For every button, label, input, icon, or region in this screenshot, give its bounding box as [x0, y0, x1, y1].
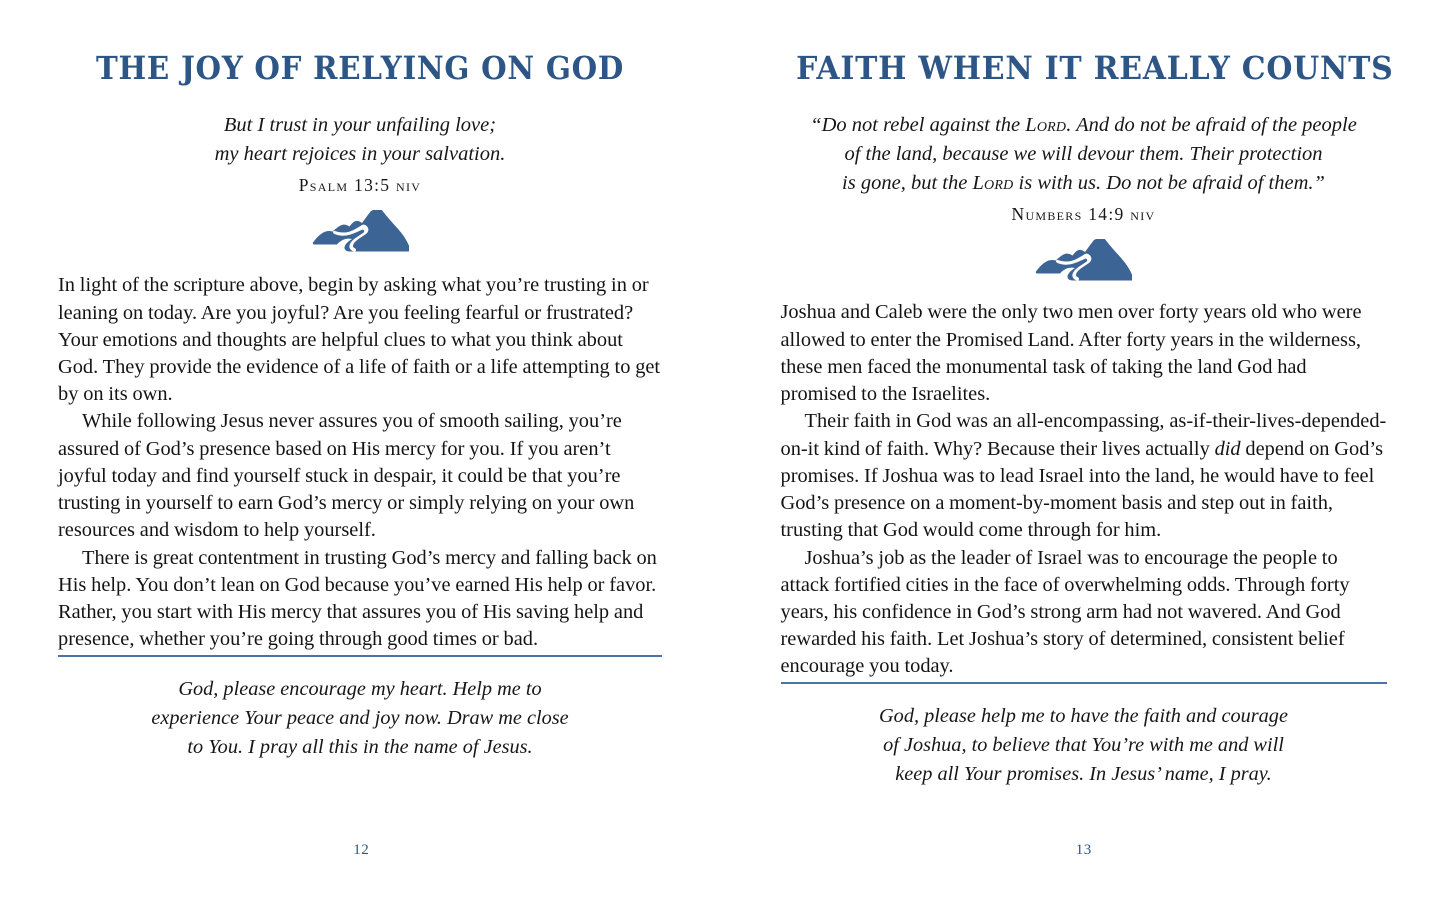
emphasized-word: did — [1214, 437, 1241, 460]
body-text: Their faith in God was an all-encompassing, as-if-their-lives-depended-on-it kind of faith. Why? Because their lives actually — [780, 410, 1387, 460]
scripture-reference: Psalm 13:5 niv — [298, 175, 422, 196]
prayer-section — [781, 682, 1387, 788]
body-paragraph: There is great contentment in trusting God’s mercy and falling back on His help. You don’t lean on God because you’ve earned His help or favor. Rather, you start with His mercy that assures you of His saving help and presence, whether you’re going through good times or bad. — [58, 546, 657, 651]
prayer-line: God, please help me to have the faith and courage — [879, 705, 1288, 727]
prayer-text — [781, 684, 1387, 788]
scripture-quote — [781, 85, 1387, 198]
scripture-quote — [58, 85, 662, 169]
page-number: 13 — [1075, 842, 1092, 858]
prayer-line: experience Your peace and joy now. Draw me close — [151, 706, 569, 729]
body-text: depend on God’s promises. If Joshua was to lead Israel into the land, he would have to feel God’s presence on a moment-by-moment basis and step out in faith, trusting that God would come through for him. — [780, 437, 1384, 542]
page-number: 12 — [353, 842, 370, 858]
devotional-body — [58, 256, 662, 653]
body-paragraph: Joshua and Caleb were the only two men over forty years old who were allowed to enter the Promised Land. After forty years in the wilderness, these men faced the monumental task of taking the land God had promised to the Israelites. — [780, 301, 1362, 406]
body-paragraph — [781, 408, 1387, 544]
page-title: THE JOY OF RELYING ON GOD — [95, 50, 625, 87]
mountain-range-icon — [781, 225, 1387, 285]
mountain-range-icon — [58, 196, 662, 256]
prayer-line: God, please encourage my heart. Help me to — [178, 678, 542, 700]
body-paragraph: Joshua’s job as the leader of Israel was to encourage the people to attack fortified cities in the face of overwhelming odds. Through forty years, his confidence in God’s strong arm had not wavered. And God rewarded his faith. Let Joshua’s story of determined, consistent belief encourage you today. — [780, 546, 1350, 678]
scripture-text: “Do not rebel against the — [810, 114, 1026, 137]
scripture-text: . And do not be afraid of the people — [1066, 114, 1357, 137]
right-page — [723, 0, 1445, 897]
scripture-line: my heart rejoices in your salvation. — [214, 143, 506, 166]
devotional-body — [781, 285, 1387, 680]
body-paragraph: In light of the scripture above, begin by asking what you’re trusting in or leaning on today. Are you joyful? Are you feeling fearful or frustrated? Your emotions and thoughts are helpful clues to what you think about God. They provide the evidence of a life of faith or a life attempting to get by on its own. — [58, 274, 661, 406]
prayer-line: keep all Your promises. In Jesus’ name, I pray. — [895, 762, 1272, 785]
body-paragraph: While following Jesus never assures you of smooth sailing, you’re assured of God’s presence based on His mercy for you. If you aren’t joyful today and find yourself stuck in despair, it could be that you’re trusting in yourself to earn God’s mercy or simply relying on your own resources and wisdom to help yourself. — [58, 410, 635, 542]
left-page-content — [58, 0, 662, 897]
divine-name-smallcaps: Lord — [972, 172, 1014, 195]
scripture-line: of the land, because we will devour them. Their protection — [844, 143, 1323, 166]
scripture-text: is gone, but the — [842, 172, 973, 195]
page-title: FAITH WHEN IT REALLY COUNTS — [795, 50, 1394, 87]
prayer-text — [58, 657, 662, 761]
scripture-line — [842, 172, 1325, 194]
scripture-text: is with us. Do not be afraid of them.” — [1013, 172, 1325, 195]
right-page-content — [780, 0, 1394, 897]
prayer-line: of Joshua, to believe that You’re with me and will — [883, 733, 1284, 756]
scripture-line — [810, 114, 1357, 136]
prayer-section — [58, 655, 662, 761]
divine-name-smallcaps: Lord — [1025, 114, 1067, 137]
scripture-reference: Numbers 14:9 niv — [1011, 204, 1156, 225]
prayer-line: to You. I pray all this in the name of Jesus. — [187, 735, 533, 758]
scripture-line: But I trust in your unfailing love; — [223, 114, 497, 137]
